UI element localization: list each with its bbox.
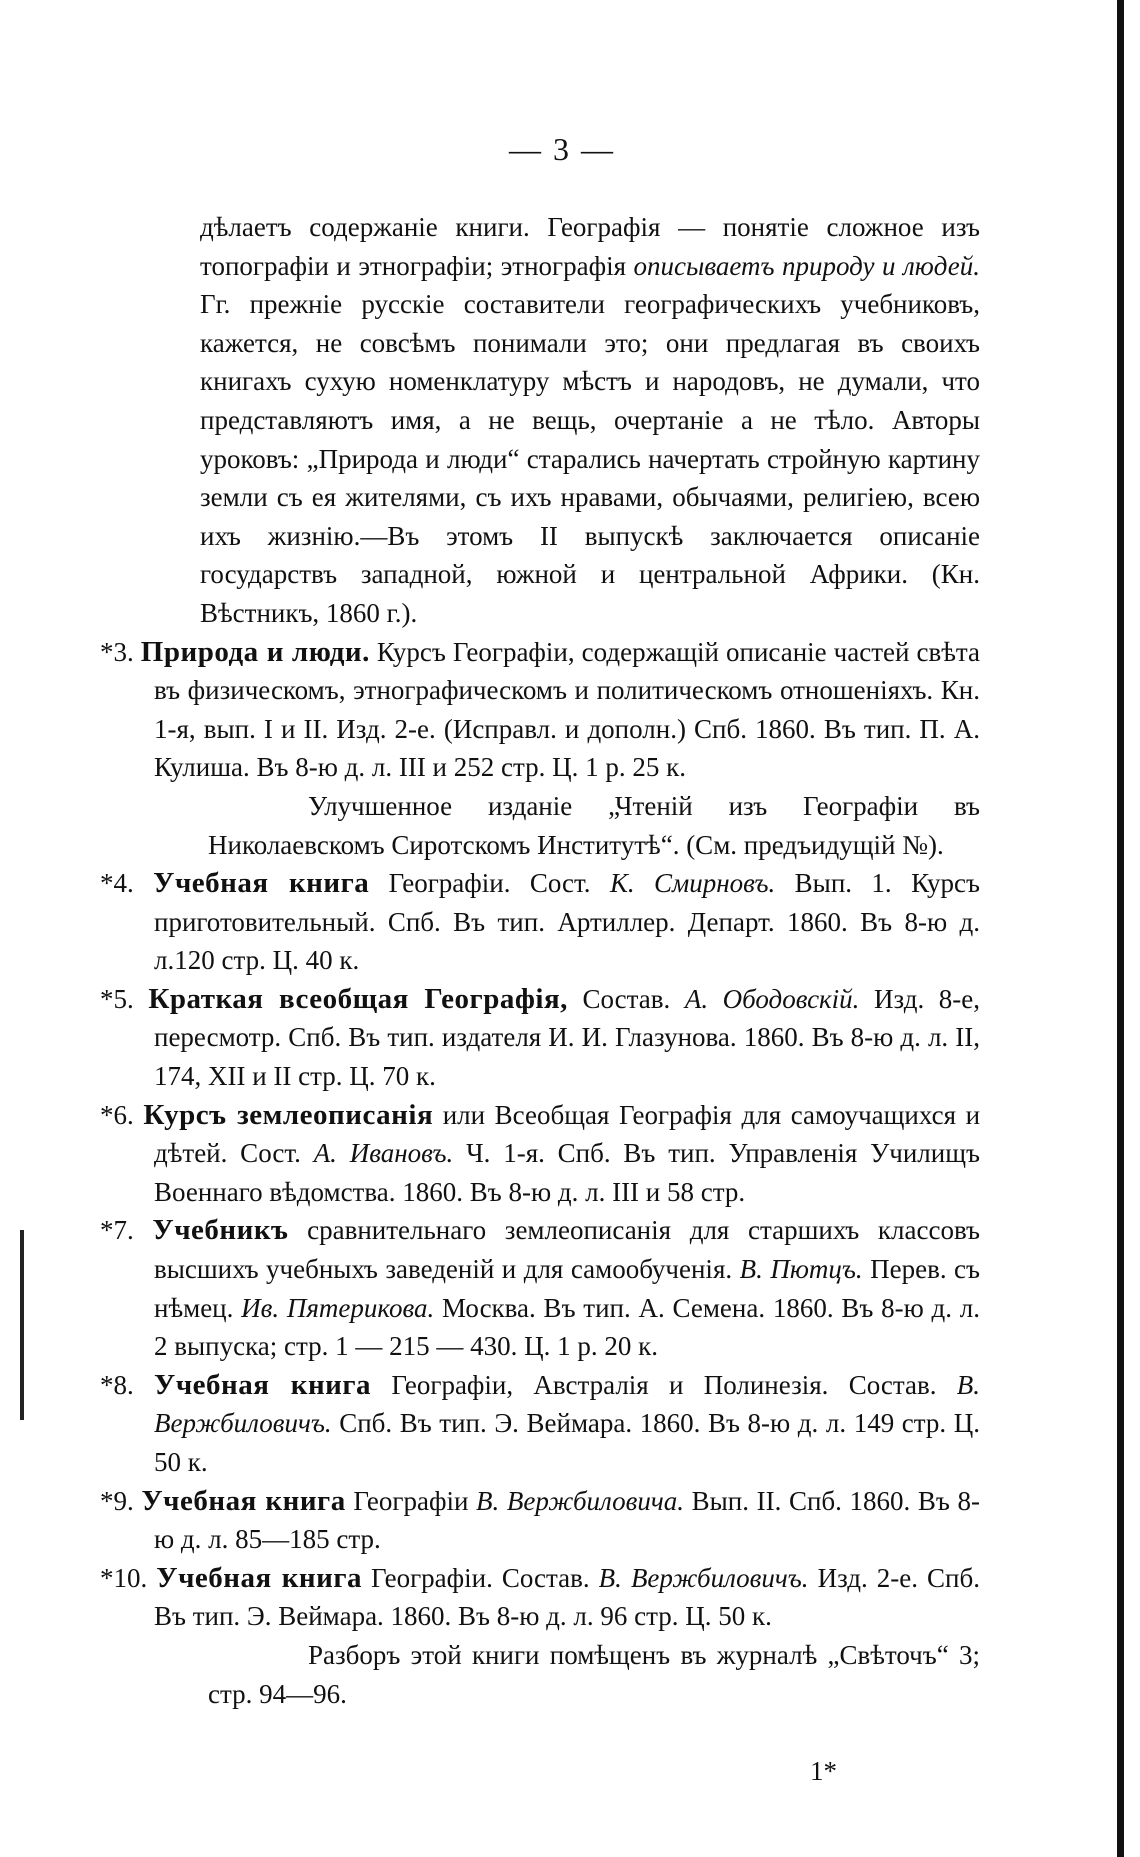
note-text: Разборъ этой книги помѣщенъ въ журналѣ „Свѣточъ“ 3; стр. 94—96. [208, 1639, 980, 1709]
entry-details: Географіи [345, 1485, 477, 1516]
note-text: Улучшенное изданіе „Чтеній изъ Географіи въ Николаевскомъ Сиротскомъ Институтѣ“. (См. предъидущій №). [208, 790, 980, 860]
bibliography-entry [100, 1096, 980, 1212]
entry-note [100, 1636, 980, 1713]
entry-author: В. Пютцъ. [739, 1254, 863, 1285]
entry-title: Учебная книга [153, 867, 370, 900]
book-page [100, 0, 980, 1857]
entry-author: А. Ивановъ. [313, 1138, 454, 1169]
page-number: — 3 — [509, 131, 615, 167]
entry-number: *9. [100, 1485, 134, 1516]
entry-details: Перев. съ нѣмец. [154, 1254, 980, 1323]
entry-details: или Всеобщая Географія для самоучащихся и дѣтей. Сост. [154, 1099, 981, 1169]
text-run: Гг. прежніе русскіе составители географическихъ учебниковъ, кажется, не совсѣмъ понимали это; они предлагая въ своихъ книгахъ сухую номенклатуру мѣстъ и народовъ, не думали, что представляютъ имя, а не вещь, очертаніе а не тѣло. Авторы уроковъ: „Природа и люди“ старались начертать стройную картину земли съ ея жителями, съ ихъ нравами, обычаями, религіею, всею ихъ жизнію.—Въ этомъ II выпускѣ заключается описаніе государствъ западной, южной и центральной Африки. (Кн. Вѣстникъ, 1860 г.). [200, 289, 980, 628]
entry-details: Курсъ Географіи, содержащій описаніе частей свѣта въ физическомъ, этнографическомъ и политическомъ отношеніяхъ. Кн. 1-я, вып. I и II. Изд. 2-е. (Исправл. и дополн.) Спб. 1860. Въ тип. П. А. Кулиша. Въ 8-ю д. л. III и 252 стр. Ц. 1 р. 25 к. [154, 636, 980, 783]
entry-details: Географіи. Состав. [362, 1562, 599, 1593]
entry-note [100, 787, 980, 864]
entry-details: Москва. Въ тип. А. Семена. 1860. Въ 8-ю д. л. 2 выпуска; стр. 1 — 215 — 430. Ц. 1 р. 20 к. [154, 1292, 980, 1362]
entry-details: Изд. 8-е, пересмотр. Спб. Въ тип. издателя И. И. Глазунова. 1860. Въ 8-ю д. л. II, 174, XII и II стр. Ц. 70 к. [154, 983, 981, 1092]
entry-details: Вып. 1. Курсъ приготовительный. Спб. Въ тип. Артиллер. Департ. 1860. Въ 8-ю д. л.120 стр. Ц. 40 к. [154, 868, 980, 976]
entry-author: В. Вержбиловичъ. [154, 1369, 981, 1439]
entry-number: *3. [100, 636, 134, 667]
entry-title: Природа и люди. [140, 635, 370, 668]
italic-run: описываетъ природу и людей. [633, 250, 980, 281]
bibliography-entry [100, 864, 980, 980]
entry-number: *5. [100, 983, 134, 1014]
entry-details: Состав. [567, 983, 685, 1014]
entry-details: сравнительнаго землеописанія для старшихъ классовъ высшихъ учебныхъ заведеній и для самообученія. [154, 1215, 980, 1285]
entry-details: Ч. 1-я. Спб. Въ тип. Управленія Училищъ Военнаго вѣдомства. 1860. Въ 8-ю д. л. III и 58 стр. [154, 1138, 980, 1207]
entry-title: Учебникъ [152, 1214, 289, 1247]
entry-number: *4. [100, 868, 134, 899]
text-run: дѣлаетъ содержаніе книги. Географія — понятіе сложное изъ топографіи и этнографіи; этнографія [200, 212, 980, 281]
entry-title: Курсъ землеописанія [143, 1098, 434, 1131]
entry-details: Географіи, Австралія и Полинезія. Состав. [371, 1369, 957, 1400]
entry-title: Учебная книга [156, 1561, 363, 1594]
bibliography-entry [100, 1211, 980, 1365]
entry-author: К. Смирновъ. [609, 868, 776, 899]
entry-number: *7. [100, 1215, 134, 1246]
entry-title: Краткая всеобщая Географія, [148, 982, 568, 1015]
entry-number: *10. [100, 1562, 148, 1593]
printer-signature-mark: 1* [810, 1756, 837, 1786]
entry-author: В. Вержбиловича. [476, 1485, 684, 1516]
paragraph-continuation [100, 208, 980, 633]
bibliography-entry [100, 1559, 980, 1636]
entry-details: Вып. II. Спб. 1860. Въ 8-ю д. л. 85—185 стр. [154, 1485, 980, 1555]
scan-edge-left [20, 1230, 24, 1420]
entry-title: Учебная книга [154, 1368, 372, 1401]
bibliography-entry [100, 1366, 980, 1482]
bibliography-entry [100, 1482, 980, 1559]
entry-number: *6. [100, 1099, 134, 1130]
scan-edge-right [1117, 0, 1124, 1857]
entry-details: Спб. Въ тип. Э. Веймара. 1860. Въ 8-ю д. л. 149 стр. Ц. 50 к. [154, 1408, 980, 1477]
page-text [100, 208, 980, 1713]
entry-author: В. Вержбиловичъ. [598, 1562, 809, 1593]
entry-translator: Ив. Пятерикова. [241, 1292, 435, 1323]
bibliography-entry [100, 980, 980, 1096]
entry-number: *8. [100, 1369, 134, 1400]
bibliography-entry [100, 633, 980, 787]
entry-details: Изд. 2-е. Спб. Въ тип. Э. Веймара. 1860. Въ 8-ю д. л. 96 стр. Ц. 50 к. [154, 1562, 980, 1632]
entry-author: А. Ободовскій. [684, 983, 860, 1014]
entry-details: Географіи. Сост. [369, 868, 610, 899]
entry-title: Учебная книга [141, 1484, 346, 1517]
